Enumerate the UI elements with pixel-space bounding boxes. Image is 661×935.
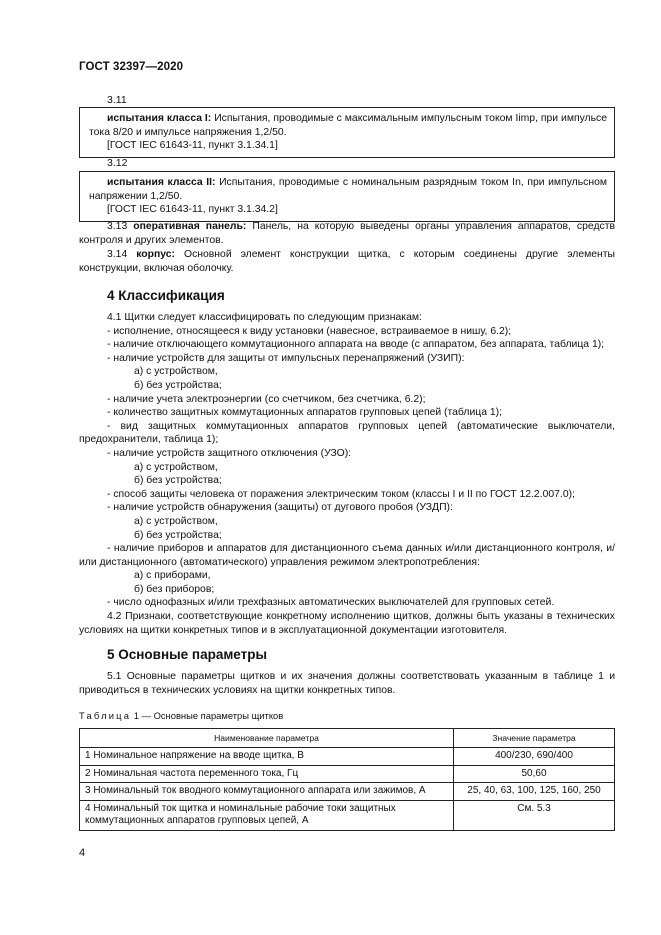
sub-item: б) без приборов; <box>134 583 215 595</box>
section-heading: 5 Основные параметры <box>107 647 268 662</box>
parameter-name: 4 Номинальный ток щитка и номинальные рабочие токи защитных коммутационных аппаратов групповых цепей, А <box>80 800 454 830</box>
term-paragraph <box>79 248 615 275</box>
column-header: Наименование параметра <box>80 729 454 748</box>
term-number: 3.12 <box>107 157 128 169</box>
term-text: Основной элемент конструкции щитка, с которым соединены другие элементы конструкции, включая оболочку. <box>79 249 615 274</box>
table-row <box>80 800 615 830</box>
table-row <box>80 748 615 766</box>
list-item: - наличие устройств для защиты от импульсных перенапряжений (УЗИП): <box>107 352 465 364</box>
term-name: оперативная панель: <box>133 221 247 232</box>
parameter-value: 50,60 <box>454 765 615 783</box>
page-number: 4 <box>79 847 86 859</box>
term-box <box>79 171 615 222</box>
parameter-name: 2 Номинальная частота переменного тока, Гц <box>80 765 454 783</box>
table-row <box>80 765 615 783</box>
parameter-value: См. 5.3 <box>454 800 615 830</box>
section-body <box>79 311 615 637</box>
table-header-row <box>80 729 615 748</box>
term-text: Испытания, проводимые с максимальным импульсным током Iimp, при импульсе тока 8/20 и импульсе напряжения 1,2/50. <box>89 113 608 138</box>
term-text: Испытания, проводимые с номинальным разрядным током In, при импульсном напряжении 1,2/50. <box>89 177 607 202</box>
sub-item: б) без устройства; <box>134 529 222 541</box>
term-definition <box>89 112 607 139</box>
parameter-name: 1 Номинальное напряжение на вводе щитка, В <box>80 748 454 766</box>
parameter-value: 25, 40, 63, 100, 125, 160, 250 <box>454 783 615 801</box>
parameters-table <box>79 728 615 831</box>
parameter-name: 3 Номинальный ток вводного коммутационного аппарата или зажимов, А <box>80 783 454 801</box>
document-header: ГОСТ 32397—2020 <box>79 61 184 73</box>
parameter-value: 400/230, 690/400 <box>454 748 615 766</box>
sub-item: а) с устройством, <box>134 366 218 378</box>
table-caption-text: 1 — Основные параметры щитков <box>131 710 284 721</box>
table-caption <box>79 710 283 721</box>
sub-item: б) без устройства; <box>134 379 222 391</box>
term-source: [ГОСТ IEC 61643-11, пункт 3.1.34.2] <box>107 204 278 215</box>
term-box <box>79 107 615 158</box>
sub-item: б) без устройства; <box>134 475 222 487</box>
term-text: Панель, на которую выведены органы управления аппаратов, средств контроля и других элементов. <box>79 221 615 246</box>
list-item: - исполнение, относящееся к виду установки (навесное, встраиваемое в нишу, 6.2); <box>107 325 512 337</box>
list-item: - наличие отключающего коммутационного аппарата на вводе (с аппаратом, без аппарата, таблица 1); <box>107 339 605 351</box>
sub-item: а) с устройством, <box>134 461 218 473</box>
term-definition <box>89 176 607 203</box>
term-name: испытания класса II: <box>107 177 216 188</box>
term-name: корпус: <box>136 249 176 260</box>
term-number: 3.11 <box>107 94 127 106</box>
list-item: - число однофазных и/или трехфазных автоматических выключателей для групповых сетей. <box>107 597 555 609</box>
column-header: Значение параметра <box>454 729 615 748</box>
list-item: - способ защиты человека от поражения электрическим током (классы I и II по ГОСТ 12.2.007.0); <box>107 488 575 500</box>
term-number: 3.13 <box>107 221 128 232</box>
paragraph: 4.1 Щитки следует классифицировать по следующим признакам: <box>107 312 422 323</box>
table-caption-label: Таблица <box>79 710 132 721</box>
list-item: - наличие устройств обнаружения (защиты) от дугового пробоя (УЗДП): <box>107 502 453 514</box>
list-item: - вид защитных коммутационных аппаратов групповых цепей (автоматические выключатели, предохранители, таблица 1); <box>79 420 615 446</box>
term-number: 3.14 <box>107 249 128 260</box>
list-item: - наличие устройств защитного отключения (УЗО): <box>107 447 352 459</box>
term-source: [ГОСТ IEC 61643-11, пункт 3.1.34.1] <box>107 140 278 151</box>
list-item: - наличие учета электроэнергии (со счетчиком, без счетчика, 6.2); <box>107 393 426 405</box>
term-paragraph <box>79 220 615 247</box>
paragraph: 5.1 Основные параметры щитков и их значения должны соответствовать указанным в таблице 1 и приводиться в технических условиях на щитки конкретных типов. <box>79 671 615 696</box>
term-name: испытания класса I: <box>107 113 212 124</box>
table-row <box>80 783 615 801</box>
list-item: - наличие приборов и аппаратов для дистанционного съема данных и/или дистанционного контроля, и/или дистанционного (автоматического) управления режимом электропотребления: <box>79 543 615 568</box>
sub-item: а) с приборами, <box>134 570 211 582</box>
sub-item: а) с устройством, <box>134 515 218 527</box>
section-heading: 4 Классификация <box>107 288 225 303</box>
paragraph: 4.2 Признаки, соответствующие конкретному исполнению щитков, должны быть указаны в технических условиях на щитки конкретных типов и в эксплуатационной документации изготовителя. <box>79 611 615 636</box>
list-item: - количество защитных коммутационных аппаратов групповых цепей (таблица 1); <box>107 407 503 419</box>
